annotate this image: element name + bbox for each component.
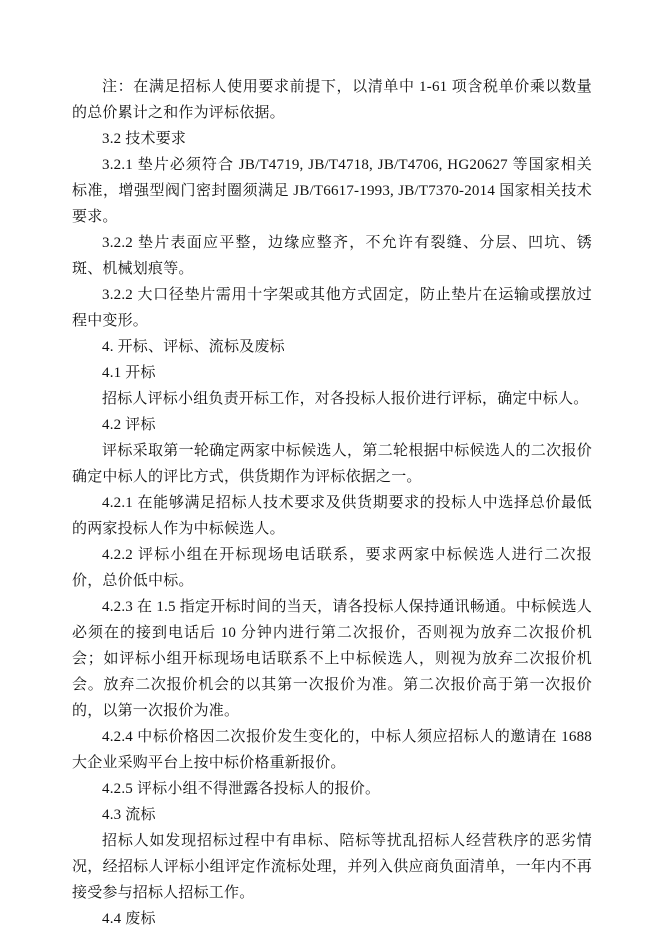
document-body xyxy=(72,74,592,932)
paragraph: 4.2.1 在能够满足招标人技术要求及供货期要求的投标人中选择总价最低的两家投标人作为中标候选人。 xyxy=(72,495,592,537)
paragraph: 4.3 流标 xyxy=(102,807,156,823)
paragraph: 4.2.2 评标小组在开标现场电话联系，要求两家中标候选人进行二次报价，总价低中标。 xyxy=(72,547,592,589)
paragraph: 招标人评标小组负责开标工作，对各投标人报价进行评标，确定中标人。 xyxy=(102,391,589,407)
paragraph: 4.4 废标 xyxy=(102,911,156,927)
paragraph: 4.2 评标 xyxy=(102,417,156,433)
paragraph: 3.2.2 垫片表面应平整，边缘应整齐，不允许有裂缝、分层、凹坑、锈斑、机械划痕等。 xyxy=(72,235,592,277)
paragraph: 4.2.3 在 1.5 指定开标时间的当天，请各投标人保持通讯畅通。中标候选人必须在的接到电话后 10 分钟内进行第二次报价，否则视为放弃二次报价机会；如评标小组开标现场电话联系不上中标候选人，则视为放弃二次报价机会。放弃二次报价机会的以其第一次报价为准。第二次报价高于第一次报价的，以第一次报价为准。 xyxy=(72,599,592,719)
paragraph: 4.2.5 评标小组不得泄露各投标人的报价。 xyxy=(102,781,381,797)
paragraph: 3.2 技术要求 xyxy=(102,131,187,147)
paragraph: 3.2.2 大口径垫片需用十字架或其他方式固定，防止垫片在运输或摆放过程中变形。 xyxy=(72,287,592,329)
paragraph: 4.2.4 中标价格因二次报价发生变化的，中标人须应招标人的邀请在 1688 大企业采购平台上按中标价格重新报价。 xyxy=(72,729,592,771)
paragraph: 3.2.1 垫片必须符合 JB/T4719, JB/T4718, JB/T4706, HG20627 等国家相关标准，增强型阀门密封圈须满足 JB/T6617-1993, JB/T7370-2014 国家相关技术要求。 xyxy=(72,157,592,225)
paragraph: 4.1 开标 xyxy=(102,365,156,381)
paragraph: 招标人如发现招标过程中有串标、陪标等扰乱招标人经营秩序的恶劣情况，经招标人评标小组评定作流标处理，并列入供应商负面清单，一年内不再接受参与招标人招标工作。 xyxy=(72,833,592,901)
paragraph: 注：在满足招标人使用要求前提下，以清单中 1-61 项含税单价乘以数量的总价累计之和作为评标依据。 xyxy=(72,79,592,121)
paragraph: 4. 开标、评标、流标及废标 xyxy=(102,339,285,355)
paragraph: 评标采取第一轮确定两家中标候选人，第二轮根据中标候选人的二次报价确定中标人的评比方式，供货期作为评标依据之一。 xyxy=(72,443,592,485)
